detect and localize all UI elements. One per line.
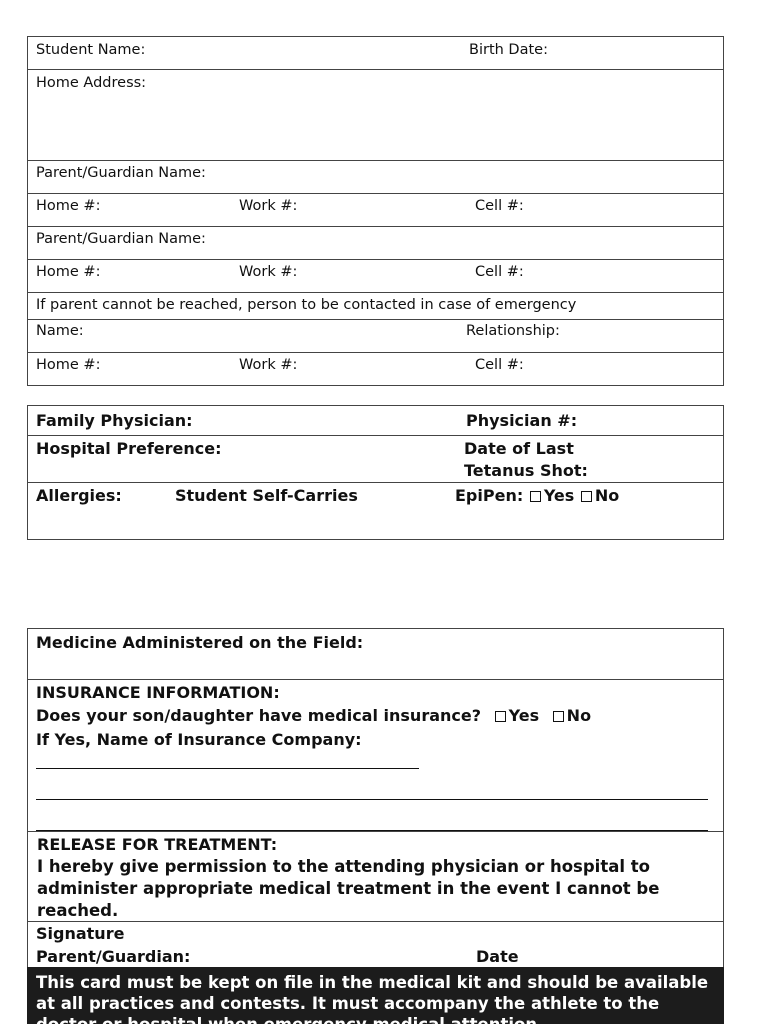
allergies-label: Allergies: <box>36 486 122 505</box>
signature-row <box>28 922 723 967</box>
guardian1-cell-label: Cell #: <box>475 198 524 214</box>
emergency-note: If parent cannot be reached, person to be contacted in case of emergency <box>36 297 577 313</box>
guardian2-phone-row <box>28 260 723 293</box>
guardian1-work-label: Work #: <box>239 198 298 214</box>
hospital-row <box>28 436 723 483</box>
guardian2-name-label: Parent/Guardian Name: <box>36 231 206 247</box>
insurance-question-group <box>36 706 591 725</box>
guardian2-work-label: Work #: <box>239 264 298 280</box>
date-label: Date <box>476 947 519 966</box>
kit-notice-text: This card must be kept on file in the medical kit and should be available at all practices and contests. It must accompany the athlete to the doctor or hospital when emergency medical attention <box>36 973 709 1034</box>
release-text-line1: I hereby give permission to the attending physician or hospital to <box>37 857 650 876</box>
emergency-home-label: Home #: <box>36 357 101 373</box>
insurance-yes-label: Yes <box>508 706 540 725</box>
guardian2-cell-label: Cell #: <box>475 264 524 280</box>
family-physician-label: Family Physician: <box>36 411 193 430</box>
guardian2-home-label: Home #: <box>36 264 101 280</box>
hospital-preference-label: Hospital Preference: <box>36 439 222 458</box>
insurance-release-section <box>27 628 724 968</box>
guardian1-home-label: Home #: <box>36 198 101 214</box>
home-address-label: Home Address: <box>36 75 147 91</box>
student-row <box>28 37 723 70</box>
emergency-phone-row <box>28 353 723 385</box>
emergency-work-label: Work #: <box>239 357 298 373</box>
emergency-relationship-label: Relationship: <box>466 323 560 339</box>
release-text-line2: administer appropriate medical treatment in the event I cannot be <box>37 879 660 898</box>
emergency-cell-label: Cell #: <box>475 357 524 373</box>
physician-number-label: Physician #: <box>466 411 578 430</box>
epipen-yes-label: Yes <box>543 486 575 505</box>
signature-label-line2: Parent/Guardian: <box>36 947 191 966</box>
medicine-row <box>28 629 723 680</box>
insurance-row <box>28 680 723 832</box>
emergency-note-row <box>28 293 723 320</box>
emergency-name-label: Name: <box>36 323 84 339</box>
epipen-group <box>455 486 619 505</box>
student-name-label: Student Name: <box>36 42 146 58</box>
insurance-no-checkbox[interactable] <box>553 711 564 722</box>
guardian1-name-row <box>28 161 723 194</box>
release-text-line3: reached. <box>37 901 119 920</box>
release-heading: RELEASE FOR TREATMENT: <box>37 835 278 854</box>
guardian1-phone-row <box>28 194 723 227</box>
self-carries-label: Student Self-Carries <box>175 486 358 505</box>
insurance-no-label: No <box>566 706 592 725</box>
tetanus-label-line1: Date of Last <box>464 439 574 458</box>
home-address-row <box>28 70 723 161</box>
insurance-company-line[interactable] <box>36 768 419 769</box>
insurance-extra-line-1[interactable] <box>36 799 708 800</box>
medicine-field-label: Medicine Administered on the Field: <box>36 633 364 652</box>
insurance-yes-checkbox[interactable] <box>495 711 506 722</box>
allergies-row <box>28 483 723 539</box>
epipen-yes-checkbox[interactable] <box>530 491 541 502</box>
epipen-no-checkbox[interactable] <box>581 491 592 502</box>
medical-information-section <box>27 405 724 540</box>
release-row <box>28 832 723 922</box>
guardian1-name-label: Parent/Guardian Name: <box>36 165 206 181</box>
epipen-no-label: No <box>594 486 620 505</box>
birth-date-label: Birth Date: <box>469 42 548 58</box>
guardian2-name-row <box>28 227 723 260</box>
kit-notice-banner <box>27 967 724 1034</box>
physician-row <box>28 406 723 436</box>
signature-label-line1: Signature <box>36 924 125 943</box>
epipen-label: EpiPen: <box>455 486 524 505</box>
insurance-question: Does your son/daughter have medical insurance? <box>36 706 482 725</box>
emergency-name-row <box>28 320 723 353</box>
tetanus-label-line2: Tetanus Shot: <box>464 461 588 480</box>
insurance-heading: INSURANCE INFORMATION: <box>36 683 280 702</box>
contact-information-section <box>27 36 724 386</box>
insurance-company-label: If Yes, Name of Insurance Company: <box>36 730 362 749</box>
insurance-extra-line-2[interactable] <box>36 830 708 831</box>
